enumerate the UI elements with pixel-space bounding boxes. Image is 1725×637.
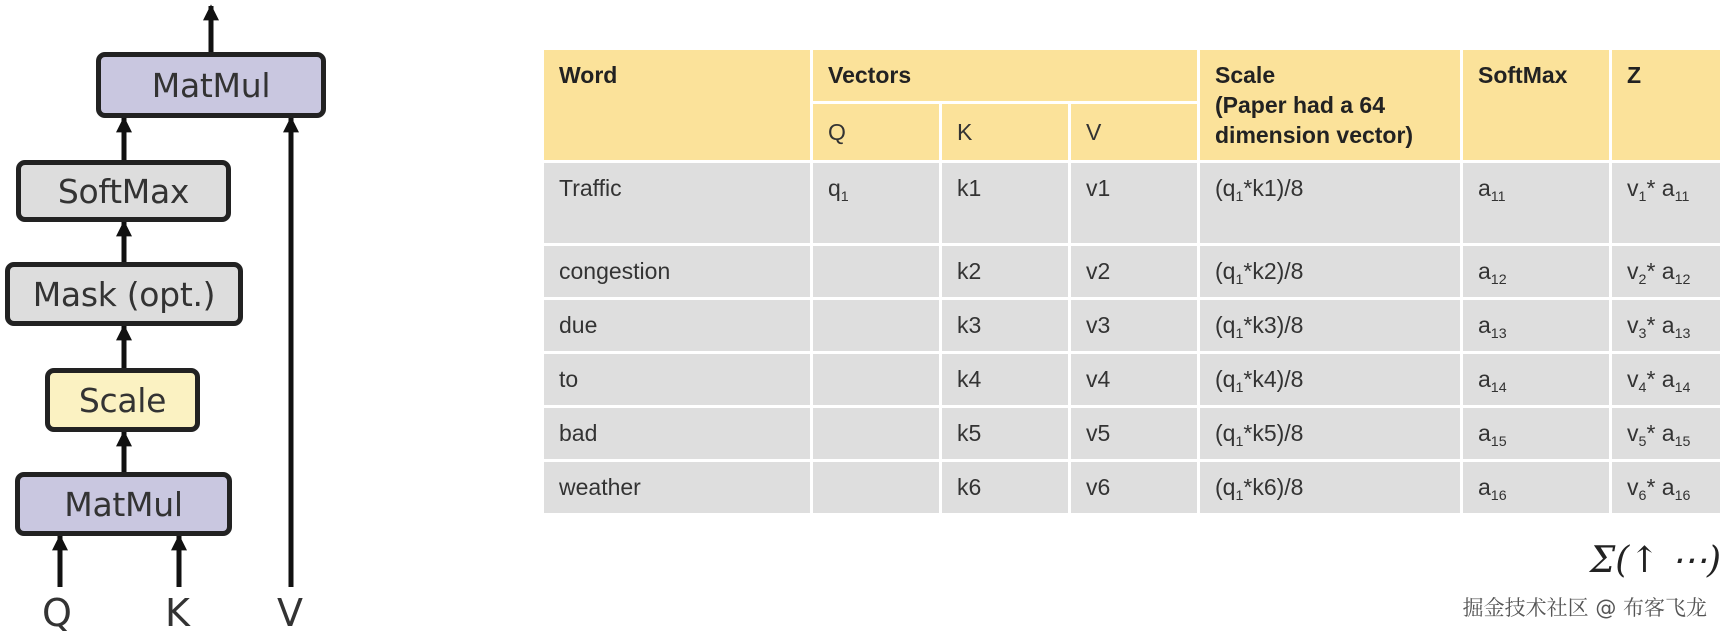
cell-softmax: a13 [1463, 300, 1609, 351]
cell-k: k2 [942, 246, 1068, 297]
cell-z: v2* a12 [1612, 246, 1720, 297]
header-scale-note-1: (Paper had a 64 [1215, 92, 1386, 118]
cell-z: v1* a11 [1612, 163, 1720, 243]
cell-scale: (q1*k3)/8 [1200, 300, 1460, 351]
cell-softmax: a15 [1463, 408, 1609, 459]
header-scale-note-2: dimension vector) [1215, 122, 1414, 148]
cell-softmax: a12 [1463, 246, 1609, 297]
header-vectors: Vectors [813, 50, 1197, 101]
header-scale-title: Scale [1215, 62, 1276, 88]
cell-k: k4 [942, 354, 1068, 405]
cell-k: k3 [942, 300, 1068, 351]
cell-v: v1 [1071, 163, 1197, 243]
table-row [544, 408, 1720, 459]
cell-word: to [544, 354, 810, 405]
cell-q [813, 300, 939, 351]
cell-q: q1 [813, 163, 939, 243]
cell-q [813, 462, 939, 513]
watermark-text: 掘金技术社区 @ 布客飞龙 [1462, 596, 1707, 620]
header-k: K [942, 104, 1068, 160]
summation-formula: Σ(↑ ⋯) [1589, 540, 1721, 581]
table-row [544, 354, 1720, 405]
cell-v: v5 [1071, 408, 1197, 459]
cell-scale: (q1*k5)/8 [1200, 408, 1460, 459]
cell-k: k5 [942, 408, 1068, 459]
cell-z: v5* a15 [1612, 408, 1720, 459]
attention-table [541, 47, 1723, 516]
cell-softmax: a14 [1463, 354, 1609, 405]
cell-word: bad [544, 408, 810, 459]
mask-label: Mask (opt.) [32, 274, 216, 314]
cell-k: k1 [942, 163, 1068, 243]
k-input-label: K [165, 591, 190, 635]
q-input-label: Q [42, 591, 72, 635]
scale-label: Scale [78, 380, 167, 420]
header-word: Word [544, 50, 810, 160]
table-row [544, 300, 1720, 351]
cell-softmax: a11 [1463, 163, 1609, 243]
table-row [544, 163, 1720, 243]
matmul-bottom-label: MatMul [64, 484, 183, 524]
matmul-bottom-block [15, 472, 232, 536]
cell-k: k6 [942, 462, 1068, 513]
cell-z: v6* a16 [1612, 462, 1720, 513]
softmax-block [16, 160, 231, 222]
cell-v: v2 [1071, 246, 1197, 297]
softmax-label: SoftMax [57, 171, 190, 211]
table-row [544, 462, 1720, 513]
cell-z: v3* a13 [1612, 300, 1720, 351]
cell-q [813, 354, 939, 405]
cell-scale: (q1*k2)/8 [1200, 246, 1460, 297]
cell-q [813, 408, 939, 459]
scale-block [45, 368, 200, 432]
header-v: V [1071, 104, 1197, 160]
cell-scale: (q1*k6)/8 [1200, 462, 1460, 513]
cell-word: due [544, 300, 810, 351]
cell-v: v4 [1071, 354, 1197, 405]
cell-word: weather [544, 462, 810, 513]
attention-diagram [0, 0, 340, 637]
header-z: Z [1612, 50, 1720, 160]
header-q: Q [813, 104, 939, 160]
cell-softmax: a16 [1463, 462, 1609, 513]
cell-z: v4* a14 [1612, 354, 1720, 405]
header-scale [1200, 50, 1460, 160]
cell-v: v3 [1071, 300, 1197, 351]
matmul-top-label: MatMul [151, 65, 271, 105]
cell-word: Traffic [544, 163, 810, 243]
cell-word: congestion [544, 246, 810, 297]
attention-table-wrap [544, 50, 1720, 513]
v-input-label: V [277, 591, 303, 635]
cell-v: v6 [1071, 462, 1197, 513]
mask-block [5, 262, 243, 326]
cell-q [813, 246, 939, 297]
table-row [544, 246, 1720, 297]
cell-scale: (q1*k4)/8 [1200, 354, 1460, 405]
matmul-top-block [96, 52, 326, 118]
cell-scale: (q1*k1)/8 [1200, 163, 1460, 243]
header-softmax: SoftMax [1463, 50, 1609, 160]
